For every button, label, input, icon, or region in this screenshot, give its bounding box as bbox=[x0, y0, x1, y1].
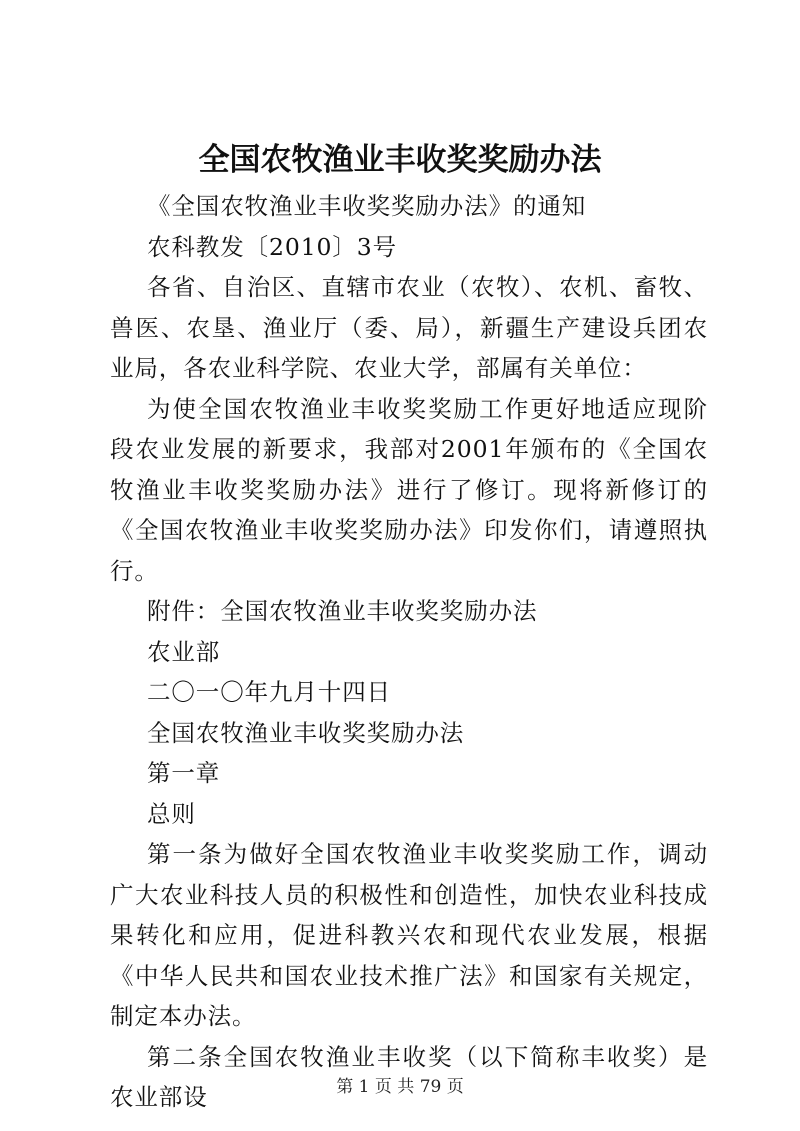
chapter-title: 总则 bbox=[147, 799, 196, 828]
chapter-heading: 第一章 bbox=[147, 759, 221, 787]
page-footer: 第 1 页 共 79 页 bbox=[336, 1077, 464, 1097]
notice-body-paragraph: 为使全国农牧渔业丰收奖奖励工作更好地适应现阶段农业发展的新要求，我部对2001年颁布的《全国农牧渔业丰收奖奖励办法》进行了修订。现将新修订的《全国农牧渔业丰收奖奖励办法》印发你们，请遵照执行。 bbox=[110, 394, 708, 585]
document-body bbox=[110, 186, 708, 1118]
date-line: 二〇一〇年九月十四日 bbox=[147, 678, 391, 706]
attachment-line: 附件：全国农牧渔业丰收奖奖励办法 bbox=[147, 597, 538, 625]
article-one-paragraph: 第一条为做好全国农牧渔业丰收奖奖励工作，调动广大农业科技人员的积极性和创造性，加快农业科技成果转化和应用，促进科教兴农和现代农业发展，根据《中华人民共和国农业技术推广法》和国家有关规定，制定本办法。 bbox=[110, 840, 708, 1030]
document-title: 全国农牧渔业丰收奖奖励办法 bbox=[198, 142, 602, 178]
regulation-title-line: 全国农牧渔业丰收奖奖励办法 bbox=[147, 718, 465, 747]
issuer-line: 农业部 bbox=[147, 637, 221, 666]
article-two-paragraph: 第二条全国农牧渔业丰收奖（以下简称丰收奖）是农业部设 bbox=[110, 1042, 708, 1111]
recipients-paragraph: 各省、自治区、直辖市农业（农牧）、农机、畜牧、兽医、农垦、渔业厅（委、局），新疆生产建设兵团农业局，各农业科学院、农业大学，部属有关单位： bbox=[110, 273, 708, 382]
notice-heading: 《全国农牧渔业丰收奖奖励办法》的通知 bbox=[147, 192, 587, 220]
document-number: 农科教发〔2010〕3号 bbox=[147, 232, 398, 261]
